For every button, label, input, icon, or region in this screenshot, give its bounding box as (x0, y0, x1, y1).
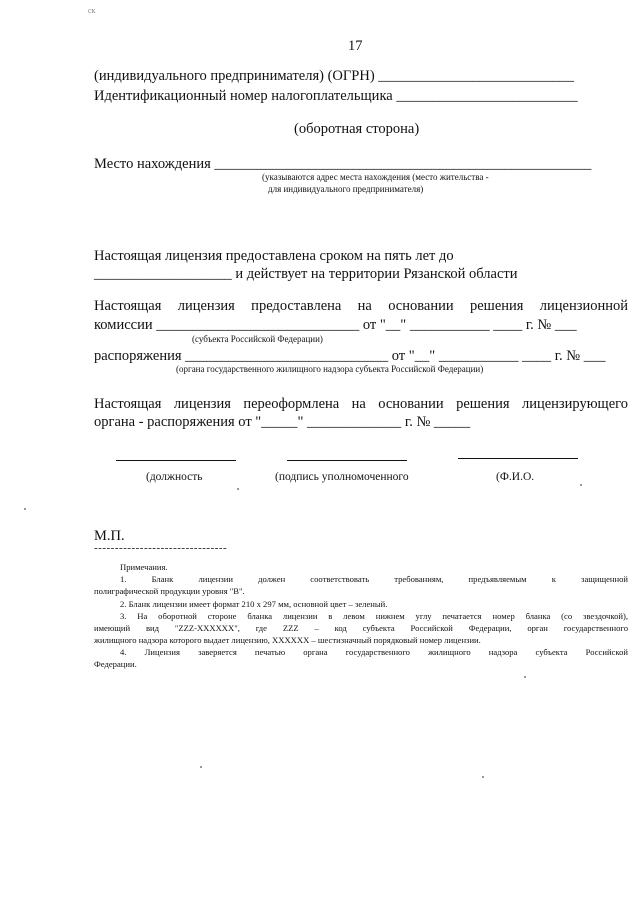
corner-mark: ск (88, 6, 96, 15)
note-3-line-2: имеющий вид "ZZZ-XXXXXX", где ZZZ – код субъекта Российской Федерации, орган государственного (94, 623, 628, 633)
position-signature-line (116, 460, 236, 461)
name-caption: (Ф.И.О. (496, 471, 535, 483)
basis-line-1: Настоящая лицензия предоставлена на основании решения лицензионной (94, 298, 628, 314)
location-line: Место нахождения ____________________________________________________ (94, 156, 592, 172)
scan-speck (24, 508, 26, 510)
location-hint-2: для индивидуального предпринимателя) (268, 184, 424, 194)
scan-speck (482, 776, 484, 778)
note-3-line-1: 3. На оборотной стороне бланка лицензии в левом нижнем углу печатается номер бланка (со звездочкой), (120, 611, 628, 621)
notes-separator: -------------------------------- (94, 542, 228, 554)
notes-title: Примечания. (120, 562, 168, 572)
location-hint-1: (указываются адрес места нахождения (место жительства - (262, 172, 489, 182)
name-signature-line (458, 458, 578, 459)
signature-caption: (подпись уполномоченного (275, 471, 409, 483)
note-1-line-2: полиграфической продукции уровня "В". (94, 586, 245, 596)
signature-line (287, 460, 407, 461)
inn-line: Идентификационный номер налогоплательщика _________________________ (94, 88, 578, 104)
scan-speck (237, 488, 239, 490)
term-line-2: ___________________ и действует на территории Рязанской области (94, 266, 518, 282)
scan-speck (524, 676, 526, 678)
reissue-line-1: Настоящая лицензия переоформлена на основании решения лицензирующего (94, 396, 628, 412)
reissue-line-2: органа - распоряжения от "_____" _____________ г. № _____ (94, 414, 471, 430)
commission-line: комиссии ____________________________ от "__" ___________ ____ г. № ___ (94, 317, 577, 333)
order-line: распоряжения ____________________________ от "__" ___________ ____ г. № ___ (94, 348, 606, 364)
scan-speck (580, 484, 582, 486)
back-side-caption: (оборотная сторона) (294, 121, 420, 137)
position-caption: (должность (146, 471, 203, 483)
entrepreneur-ogrn-line: (индивидуального предпринимателя) (ОГРН) ___________________________ (94, 68, 575, 84)
scan-speck (200, 766, 202, 768)
seal-label: М.П. (94, 528, 125, 544)
note-4-line-1: 4. Лицензия заверяется печатью органа государственного жилищного надзора субъекта Российской (120, 647, 628, 657)
note-1-line-1: 1. Бланк лицензии должен соответствовать требованиям, предъявляемым к защищенной (120, 574, 628, 584)
note-3-line-3: жилищного надзора которого выдает лицензию, XXXXXX – шестизначный порядковый номер лицензии. (94, 635, 481, 645)
page-number: 17 (348, 38, 363, 54)
commission-hint: (субъекта Российской Федерации) (192, 334, 323, 344)
order-hint: (органа государственного жилищного надзора субъекта Российской Федерации) (176, 364, 484, 374)
note-4-line-2: Федерации. (94, 659, 137, 669)
term-line-1: Настоящая лицензия предоставлена сроком на пять лет до (94, 248, 454, 264)
note-2: 2. Бланк лицензии имеет формат 210 x 297 мм, основной цвет – зеленый. (120, 599, 388, 609)
